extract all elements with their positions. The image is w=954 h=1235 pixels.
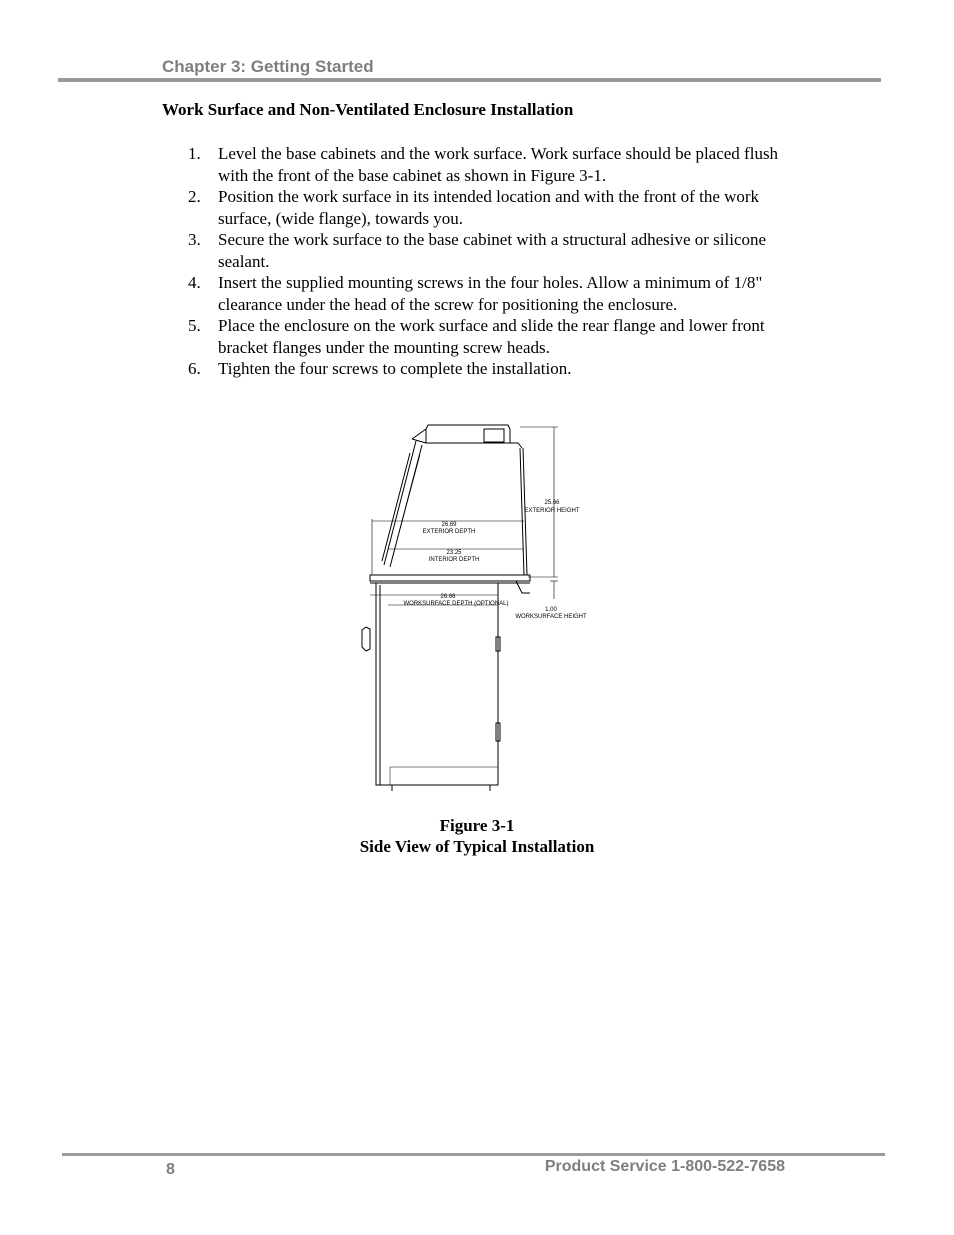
exterior-depth-value: 26.69 — [441, 522, 457, 528]
step-number: 6. — [188, 359, 201, 378]
product-service-phone: Product Service 1-800-522-7658 — [544, 1158, 785, 1175]
exterior-height-value: 25.66 — [544, 500, 560, 506]
step-text: Secure the work surface to the base cabinet with a structural adhesive or silicone sealant. — [218, 230, 767, 271]
installation-steps — [188, 143, 798, 380]
step-text: Position the work surface in its intended location and with the front of the work surface, (wide flange), towards you. — [218, 187, 760, 228]
figure-number: Figure 3-1 — [439, 816, 515, 835]
worksurface-height-label: WORKSURFACE HEIGHT — [515, 614, 587, 620]
list-item — [188, 186, 798, 229]
worksurface-depth-label: WORKSURFACE DEPTH (OPTIONAL) — [403, 601, 509, 607]
base-cabinet — [376, 583, 498, 785]
step-text: Place the enclosure on the work surface and slide the rear flange and lower front bracket flanges under the mounting screw heads. — [218, 316, 765, 357]
step-text: Insert the supplied mounting screws in the four holes. Allow a minimum of 1/8" clearance under the head of the screw for positioning the enclosure. — [218, 273, 763, 314]
work-surface — [370, 575, 530, 581]
step-number: 4. — [188, 273, 201, 292]
list-item — [188, 143, 798, 186]
step-number: 3. — [188, 230, 201, 249]
step-number: 1. — [188, 144, 201, 163]
step-text: Level the base cabinets and the work surface. Work surface should be placed flush with the front of the base cabinet as shown in Figure 3-1. — [218, 144, 779, 185]
interior-depth-value: 23.25 — [446, 550, 462, 556]
chapter-header: Chapter 3: Getting Started — [162, 57, 374, 76]
blower-housing — [426, 425, 510, 443]
exterior-depth-label: EXTERIOR DEPTH — [422, 529, 476, 535]
hood-top-edge — [412, 429, 522, 448]
section-title: Work Surface and Non-Ventilated Enclosure Installation — [162, 100, 574, 119]
list-item — [188, 272, 798, 315]
list-item — [188, 358, 798, 380]
step-text: Tighten the four screws to complete the installation. — [218, 359, 572, 378]
header-rule — [58, 78, 881, 82]
list-item — [188, 229, 798, 272]
list-item — [188, 315, 798, 358]
motor-box — [484, 429, 504, 442]
page-number: 8 — [166, 1161, 175, 1178]
step-number: 2. — [188, 187, 201, 206]
interior-depth-label: INTERIOR DEPTH — [428, 557, 480, 563]
front-sash — [382, 441, 422, 567]
worksurface-depth-value: 26.66 — [440, 594, 456, 600]
worksurface-height-value: 1.00 — [545, 607, 557, 613]
figure-caption: Side View of Typical Installation — [359, 837, 595, 856]
exterior-height-label: EXTERIOR HEIGHT — [524, 508, 580, 514]
step-number: 5. — [188, 316, 201, 335]
installation-side-view-drawing — [340, 415, 600, 800]
cabinet-handle — [362, 627, 370, 651]
footer-rule — [62, 1153, 885, 1156]
kick-plate — [390, 767, 498, 785]
